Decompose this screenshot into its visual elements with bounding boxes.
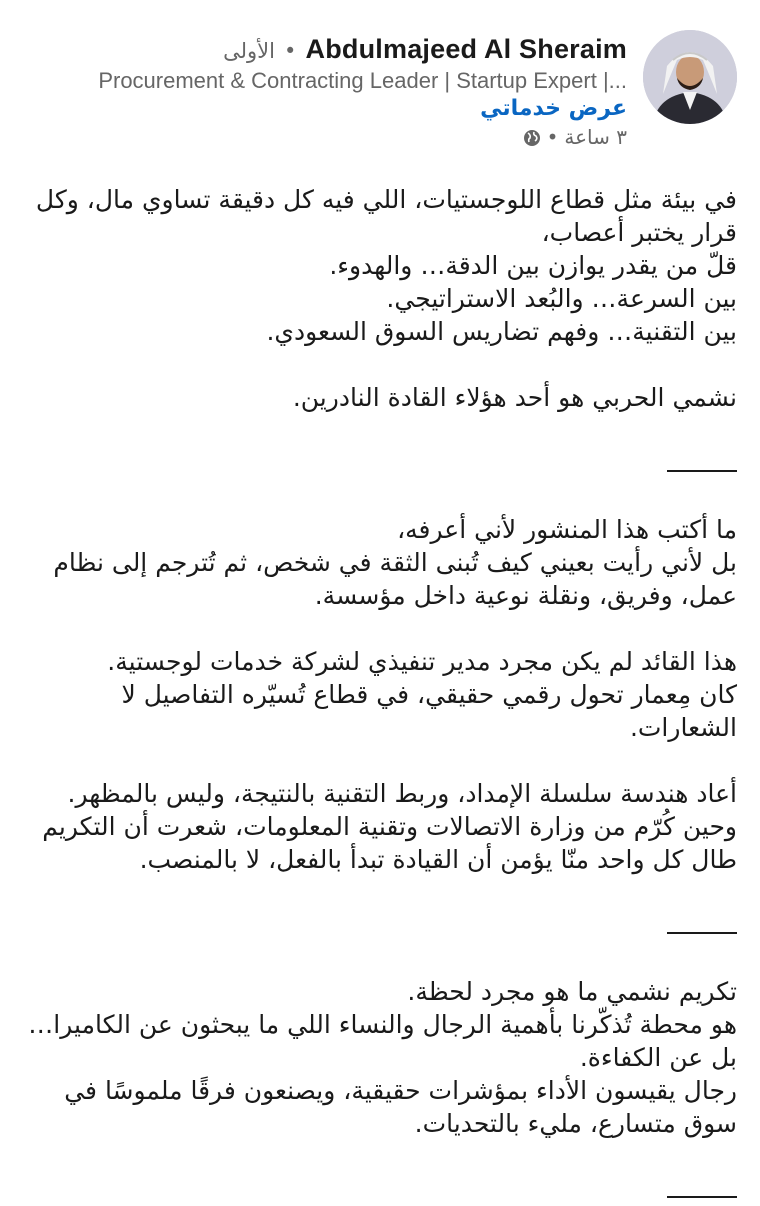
paragraph-gap: [17, 942, 737, 975]
paragraph-gap: [17, 876, 737, 909]
post-line: هو محطة تُذكّرنا بأهمية الرجال والنساء اللي ما يبحثون عن الكاميرا… بل عن الكفاءة.: [28, 1010, 737, 1072]
connection-degree: الأولى: [223, 39, 275, 63]
author-name-line: [223, 34, 627, 65]
post-meta: [523, 125, 627, 149]
divider-line: [17, 909, 737, 942]
post-line: نشمي الحربي هو أحد هؤلاء القادة النادرين.: [292, 383, 737, 412]
post-line: قلّ من يقدر يوازن بين الدقة… والهدوء.: [329, 251, 737, 280]
paragraph-gap: [17, 744, 737, 777]
author-avatar[interactable]: [643, 30, 737, 124]
post-line: هذا القائد لم يكن مجرد مدير تنفيذي لشركة خدمات لوجستية.: [107, 647, 737, 676]
paragraph-gap: [17, 348, 737, 381]
globe-icon: [523, 128, 541, 146]
divider-line: [17, 447, 737, 480]
separator-dot: •: [284, 39, 297, 63]
paragraph-gap: [17, 612, 737, 645]
post-line: بين السرعة… والبُعد الاستراتيجي.: [386, 284, 737, 313]
post-header: [0, 0, 760, 160]
post-line: أعاد هندسة سلسلة الإمداد، وربط التقنية بالنتيجة، وليس بالمظهر.: [67, 779, 737, 808]
post-line: ما أكتب هذا المنشور لأني أعرفه،: [397, 515, 737, 544]
post-line: رجال يقيسون الأداء بمؤشرات حقيقية، ويصنعون فرقًا ملموسًا في سوق متسارع، مليء بالتحديات.: [64, 1076, 737, 1138]
separator-dot: •: [546, 125, 559, 149]
post-body: [17, 183, 737, 1206]
post-line: بين التقنية… وفهم تضاريس السوق السعودي.: [266, 317, 737, 346]
divider-line: [17, 1173, 737, 1206]
post-line: بل لأني رأيت بعيني كيف تُبنى الثقة في شخص، ثم تُترجم إلى نظام عمل، وفريق، ونقلة نوعية داخل مؤسسة.: [53, 548, 737, 610]
paragraph-gap: [17, 1140, 737, 1173]
post-line: تكريم نشمي ما هو مجرد لحظة.: [407, 977, 737, 1006]
post-time: ٣ ساعة: [564, 125, 627, 149]
author-headline: Procurement & Contracting Leader | Startup Expert |...: [98, 68, 627, 93]
author-name[interactable]: Abdulmajeed Al Sheraim: [305, 34, 627, 64]
paragraph-gap: [17, 414, 737, 447]
post-line: كان مِعمار تحول رقمي حقيقي، في قطاع تُسيّره التفاصيل لا الشعارات.: [121, 680, 737, 742]
paragraph-gap: [17, 480, 737, 513]
view-services-link[interactable]: عرض خدماتي: [480, 96, 627, 121]
post-line: وحين كُرّم من وزارة الاتصالات وتقنية المعلومات، شعرت أن التكريم طال كل واحد منّا يؤمن أن القيادة تبدأ بالفعل، لا بالمنصب.: [42, 812, 737, 874]
post-line: في بيئة مثل قطاع اللوجستيات، اللي فيه كل دقيقة تساوي مال، وكل قرار يختبر أعصاب،: [35, 185, 737, 247]
